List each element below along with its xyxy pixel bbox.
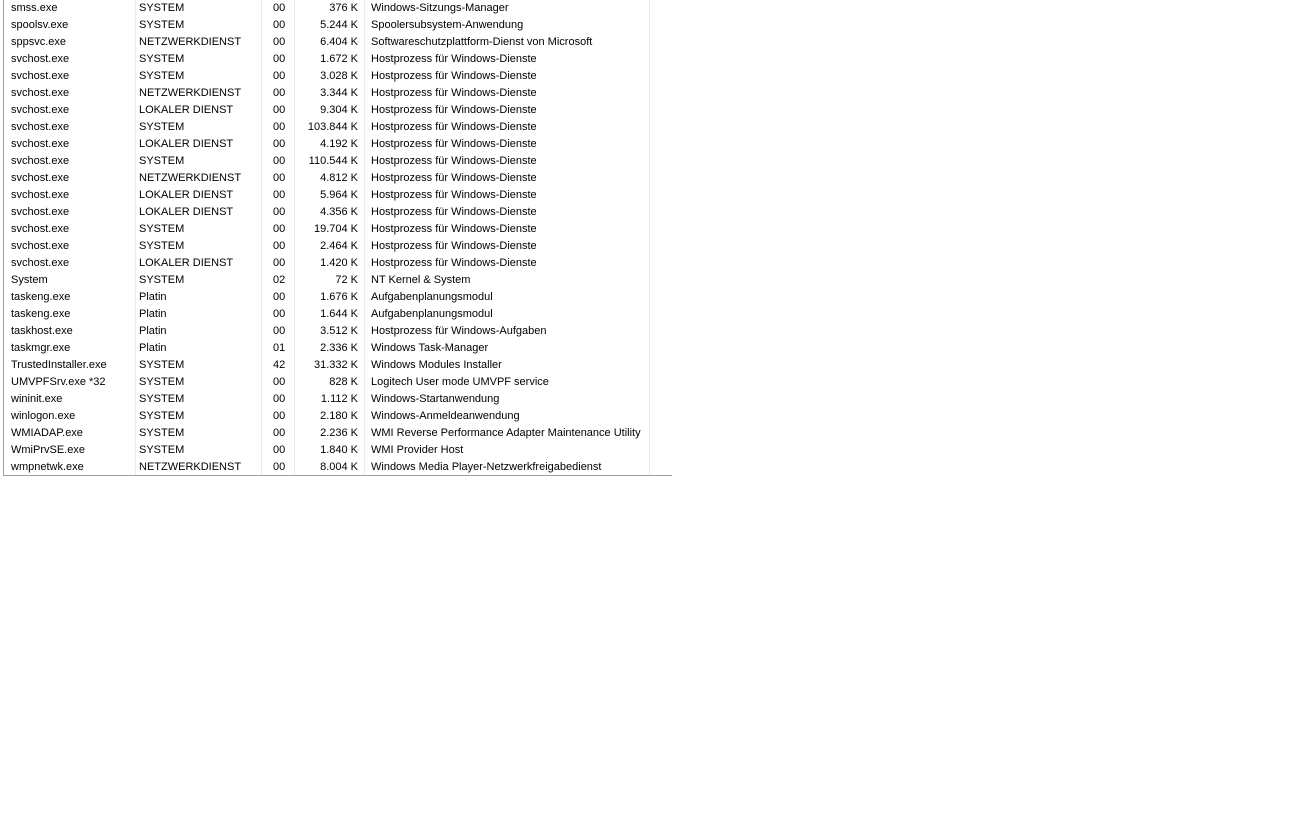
- process-user: SYSTEM: [139, 427, 185, 439]
- process-row[interactable]: [4, 51, 673, 68]
- process-memory: 4.192 K: [320, 138, 358, 150]
- process-user: SYSTEM: [139, 70, 185, 82]
- process-memory: 5.244 K: [320, 19, 358, 31]
- process-name: svchost.exe: [11, 155, 70, 167]
- process-user: SYSTEM: [139, 274, 185, 286]
- process-name: wininit.exe: [11, 393, 63, 405]
- process-user: SYSTEM: [139, 410, 185, 422]
- process-memory: 3.344 K: [320, 87, 358, 99]
- process-row[interactable]: [4, 204, 673, 221]
- process-description: Aufgabenplanungsmodul: [371, 291, 493, 303]
- process-description: Hostprozess für Windows-Dienste: [371, 223, 537, 235]
- process-cpu: 00: [273, 155, 286, 167]
- process-cpu: 00: [273, 410, 286, 422]
- process-description: Windows Modules Installer: [371, 359, 502, 371]
- process-name: TrustedInstaller.exe: [11, 359, 107, 371]
- process-cpu: 00: [273, 36, 286, 48]
- process-description: Hostprozess für Windows-Dienste: [371, 104, 537, 116]
- process-name: WMIADAP.exe: [11, 427, 83, 439]
- process-cpu: 00: [273, 376, 286, 388]
- process-row[interactable]: [4, 374, 673, 391]
- process-cpu: 00: [273, 87, 286, 99]
- process-description: Windows-Sitzungs-Manager: [371, 2, 509, 14]
- process-memory: 1.112 K: [320, 393, 358, 405]
- process-row[interactable]: [4, 391, 673, 408]
- process-memory: 3.512 K: [320, 325, 358, 337]
- process-description: Hostprozess für Windows-Dienste: [371, 206, 537, 218]
- process-name: svchost.exe: [11, 53, 70, 65]
- process-description: Hostprozess für Windows-Dienste: [371, 87, 537, 99]
- process-row[interactable]: [4, 442, 673, 459]
- process-description: Windows-Anmeldeanwendung: [371, 410, 520, 422]
- process-row[interactable]: [4, 0, 673, 17]
- process-name: taskhost.exe: [11, 325, 73, 337]
- process-memory: 9.304 K: [320, 104, 358, 116]
- process-user: Platin: [139, 291, 167, 303]
- process-description: Hostprozess für Windows-Dienste: [371, 53, 537, 65]
- process-memory: 110.544 K: [308, 155, 358, 167]
- process-row[interactable]: [4, 17, 673, 34]
- process-cpu: 00: [273, 223, 286, 235]
- process-cpu: 00: [273, 172, 286, 184]
- process-cpu: 00: [273, 444, 286, 456]
- process-rows: [4, 0, 673, 476]
- process-list[interactable]: [3, 0, 672, 476]
- process-description: Hostprozess für Windows-Dienste: [371, 70, 537, 82]
- process-memory: 2.236 K: [320, 427, 358, 439]
- process-name: svchost.exe: [11, 257, 70, 269]
- process-description: WMI Reverse Performance Adapter Maintenance Utility: [371, 427, 641, 439]
- process-cpu: 00: [273, 70, 286, 82]
- process-name: taskeng.exe: [11, 291, 71, 303]
- process-description: Windows Media Player-Netzwerkfreigabedienst: [371, 461, 602, 473]
- process-row[interactable]: [4, 102, 673, 119]
- process-name: svchost.exe: [11, 189, 70, 201]
- process-memory: 5.964 K: [320, 189, 358, 201]
- process-row[interactable]: [4, 255, 673, 272]
- process-row[interactable]: [4, 459, 673, 476]
- process-name: taskeng.exe: [11, 308, 71, 320]
- process-user: SYSTEM: [139, 19, 185, 31]
- process-memory: 1.420 K: [320, 257, 358, 269]
- process-name: WmiPrvSE.exe: [11, 444, 85, 456]
- process-memory: 103.844 K: [307, 121, 358, 133]
- process-description: Hostprozess für Windows-Dienste: [371, 172, 537, 184]
- process-memory: 19.704 K: [313, 223, 358, 235]
- process-row[interactable]: [4, 289, 673, 306]
- process-row[interactable]: [4, 136, 673, 153]
- process-cpu: 00: [273, 138, 286, 150]
- process-cpu: 00: [273, 2, 286, 14]
- process-cpu: 00: [273, 104, 286, 116]
- process-row[interactable]: [4, 425, 673, 442]
- process-description: Windows-Startanwendung: [371, 393, 500, 405]
- process-user: LOKALER DIENST: [139, 257, 234, 269]
- process-row[interactable]: [4, 85, 673, 102]
- process-row[interactable]: [4, 34, 673, 51]
- process-name: wmpnetwk.exe: [11, 461, 84, 473]
- process-row[interactable]: [4, 170, 673, 187]
- process-cpu: 00: [273, 206, 286, 218]
- process-name: sppsvc.exe: [11, 36, 67, 48]
- process-name: winlogon.exe: [11, 410, 76, 422]
- process-cpu: 00: [273, 461, 286, 473]
- process-row[interactable]: [4, 408, 673, 425]
- process-user: LOKALER DIENST: [139, 138, 234, 150]
- process-row[interactable]: [4, 119, 673, 136]
- process-description: Spoolersubsystem-Anwendung: [371, 19, 524, 31]
- process-user: SYSTEM: [139, 393, 185, 405]
- process-cpu: 00: [273, 189, 286, 201]
- process-row[interactable]: [4, 357, 673, 374]
- process-row[interactable]: [4, 306, 673, 323]
- process-user: SYSTEM: [139, 2, 185, 14]
- process-memory: 4.812 K: [320, 172, 358, 184]
- process-description: Aufgabenplanungsmodul: [371, 308, 493, 320]
- process-cpu: 01: [273, 342, 286, 354]
- process-user: Platin: [139, 308, 167, 320]
- process-name: svchost.exe: [11, 240, 70, 252]
- process-user: SYSTEM: [139, 223, 185, 235]
- process-name: svchost.exe: [11, 70, 70, 82]
- process-memory: 828 K: [329, 376, 358, 388]
- process-cpu: 00: [273, 291, 286, 303]
- process-name: smss.exe: [11, 2, 58, 14]
- process-cpu: 00: [273, 257, 286, 269]
- process-memory: 31.332 K: [313, 359, 358, 371]
- process-cpu: 02: [273, 274, 286, 286]
- process-user: LOKALER DIENST: [139, 189, 234, 201]
- process-row[interactable]: [4, 221, 673, 238]
- process-user: SYSTEM: [139, 240, 185, 252]
- process-row[interactable]: [4, 153, 673, 170]
- process-user: SYSTEM: [139, 444, 185, 456]
- process-row[interactable]: [4, 238, 673, 255]
- process-row[interactable]: [4, 272, 673, 289]
- process-user: NETZWERKDIENST: [139, 172, 242, 184]
- process-description: NT Kernel & System: [371, 274, 471, 286]
- process-memory: 8.004 K: [320, 461, 358, 473]
- process-description: Logitech User mode UMVPF service: [371, 376, 549, 388]
- process-user: SYSTEM: [139, 121, 185, 133]
- process-row[interactable]: [4, 187, 673, 204]
- process-user: NETZWERKDIENST: [139, 87, 242, 99]
- process-memory: 3.028 K: [320, 70, 358, 82]
- process-memory: 2.336 K: [320, 342, 358, 354]
- process-description: Hostprozess für Windows-Dienste: [371, 155, 537, 167]
- process-cpu: 42: [273, 359, 286, 371]
- process-user: SYSTEM: [139, 155, 185, 167]
- process-description: Hostprozess für Windows-Aufgaben: [371, 325, 547, 337]
- process-cpu: 00: [273, 19, 286, 31]
- process-cpu: 00: [273, 427, 286, 439]
- process-memory: 1.840 K: [320, 444, 358, 456]
- process-user: Platin: [139, 325, 167, 337]
- process-user: NETZWERKDIENST: [139, 461, 242, 473]
- process-description: Hostprozess für Windows-Dienste: [371, 138, 537, 150]
- process-memory: 1.644 K: [320, 308, 358, 320]
- process-memory: 1.676 K: [320, 291, 358, 303]
- process-cpu: 00: [273, 53, 286, 65]
- process-user: LOKALER DIENST: [139, 104, 234, 116]
- process-memory: 1.672 K: [320, 53, 358, 65]
- process-memory: 72 K: [335, 274, 358, 286]
- process-user: Platin: [139, 342, 167, 354]
- process-memory: 376 K: [329, 2, 358, 14]
- process-cpu: 00: [273, 121, 286, 133]
- process-cpu: 00: [273, 325, 286, 337]
- process-row[interactable]: [4, 340, 673, 357]
- process-description: Hostprozess für Windows-Dienste: [371, 240, 537, 252]
- process-name: svchost.exe: [11, 206, 70, 218]
- process-description: Hostprozess für Windows-Dienste: [371, 121, 537, 133]
- process-user: LOKALER DIENST: [139, 206, 234, 218]
- process-name: UMVPFSrv.exe *32: [11, 376, 106, 388]
- process-name: svchost.exe: [11, 121, 70, 133]
- process-user: SYSTEM: [139, 359, 185, 371]
- process-cpu: 00: [273, 308, 286, 320]
- process-row[interactable]: [4, 68, 673, 85]
- process-user: SYSTEM: [139, 53, 185, 65]
- process-memory: 2.464 K: [320, 240, 358, 252]
- process-name: svchost.exe: [11, 104, 70, 116]
- process-cpu: 00: [273, 393, 286, 405]
- process-memory: 2.180 K: [320, 410, 358, 422]
- process-user: SYSTEM: [139, 376, 185, 388]
- process-name: System: [11, 274, 48, 286]
- process-user: NETZWERKDIENST: [139, 36, 242, 48]
- process-description: Hostprozess für Windows-Dienste: [371, 189, 537, 201]
- process-description: Hostprozess für Windows-Dienste: [371, 257, 537, 269]
- process-cpu: 00: [273, 240, 286, 252]
- process-memory: 6.404 K: [320, 36, 358, 48]
- process-row[interactable]: [4, 323, 673, 340]
- process-name: spoolsv.exe: [11, 19, 69, 31]
- process-name: svchost.exe: [11, 223, 70, 235]
- process-name: taskmgr.exe: [11, 342, 71, 354]
- process-memory: 4.356 K: [320, 206, 358, 218]
- process-name: svchost.exe: [11, 138, 70, 150]
- process-description: WMI Provider Host: [371, 444, 464, 456]
- process-description: Windows Task-Manager: [371, 342, 489, 354]
- process-name: svchost.exe: [11, 172, 70, 184]
- process-name: svchost.exe: [11, 87, 70, 99]
- process-description: Softwareschutzplattform-Dienst von Microsoft: [371, 36, 593, 48]
